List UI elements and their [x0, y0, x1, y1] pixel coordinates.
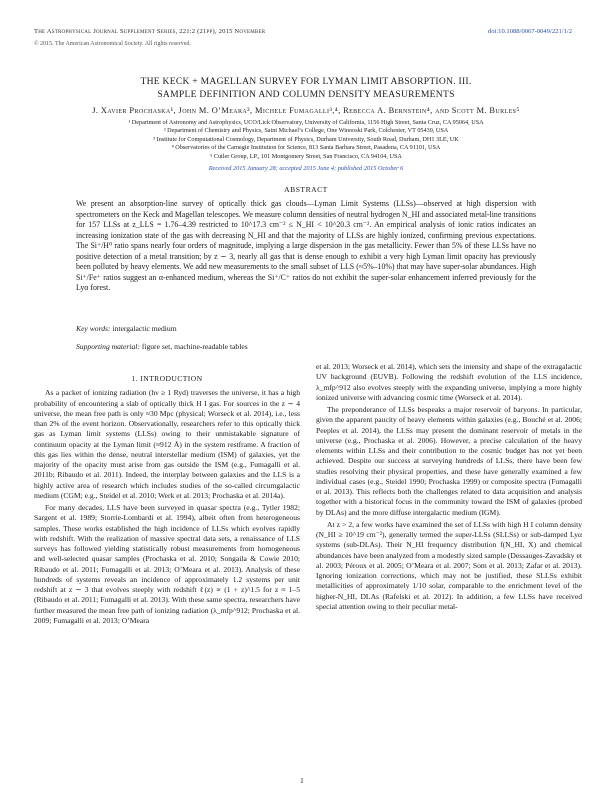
abstract-text: We present an absorption-line survey of optically thick gas clouds—Lyman Limit Systems (LLSs)—observed at high dispersion with spectrometers on the Keck and Magellan telescopes. We measure column densities of neutral hydrogen N_HI and associated metal-line transitions for 157 LLSs at z_LLS = 1.76–4.39 restricted to 10^17.3 cm⁻² ≤ N_HI < 10^20.3 cm⁻². An empirical analysis of ionic ratios indicates an increasing ionization state of the gas with decreasing N_HI and that the majority of LLSs are highly ionized, confirming previous expectations. The Si⁺/H⁰ ratio spans nearly four orders of magnitude, implying a large dispersion in the gas metallicity. Fewer than 5% of these LLSs have no positive detection of a metal transition; by z ∼ 3, nearly all gas that is dense enough to exhibit a very high Lyman limit opacity has previously been polluted by heavy elements. We add new measurements to the small subset of LLS (≈5%–10%) that may have super-solar abundances. High Si⁺/Fe⁺ ratios suggest an α-enhanced medium, whereas the Si⁺/C⁺ ratios do not exhibit the super-solar enhancement inferred previously for the Lyα forest. [76, 199, 536, 293]
affiliation: ¹ Department of Astronomy and Astrophysics, UCO/Lick Observatory, University of California, 1156 High Street, Santa Cruz, CA 95064, USA [128, 119, 484, 126]
paper-title [34, 76, 578, 101]
supporting-label: Supporting material: [76, 342, 140, 351]
supporting-value[interactable]: figure set, machine-readable tables [141, 342, 248, 351]
affiliation: ⁵ Cutler Group, LP., 101 Montgomery Street, San Francisco, CA 94104, USA [210, 152, 402, 160]
section-heading: 1. INTRODUCTION [131, 374, 203, 383]
title-line-2: SAMPLE DEFINITION AND COLUMN DENSITY MEASUREMENTS [157, 88, 455, 100]
paragraph: At z > 2, a few works have examined the set of LLSs with high H I column density (N_HI ≥ 10^19 cm⁻²), generally termed the super-LLSs (SLLSs) or sub-damped Lyα systems (sub-DLAs). Their N_HI frequency distribution f(N_HI, X) and chemical abundances have been analyzed from a modestly sized sample (Dessauges-Zavadsky et al. 2003; Péroux et al. 2005; O’Meara et al. 2007; Som et al. 2013; Zafar et al. 2013). Ignoring ionization corrections, which may not be justified, these SLLSs exhibit metallicities of approximately 1/10 solar, comparable to the enrichment level of the higher-N_HI, DLAs (Rafelski et al. 2012). In addition, a few LLSs have received special attention owing to their peculiar metal- [316, 519, 582, 611]
keywords [76, 324, 536, 333]
left-column [34, 374, 300, 628]
paragraph: et al. 2013; Worseck et al. 2014), which sets the intensity and shape of the extragalactic UV background (EUVB). Following the redshift evolution of the LLS incidence, λ_mfp^912 also evolves steeply with the expanding universe, implying a more highly ionized universe with advancing cosmic time (Worseck et al. 2014). [316, 362, 582, 402]
paragraph: The preponderance of LLSs bespeaks a major reservoir of baryons. In particular, given the apparent paucity of heavy elements within galaxies (e.g., Bouché et al. 2006; Peeples et al. 2014), the LLSs may present the dominant reservoir of metals in the universe (e.g., Prochaska et al. 2006). However, a precise calculation of the heavy elements within LLSs and their contribution to the cosmic budget has not yet been achieved. Despite our success at surveying hundreds of LLSs, there have been few studies resolving their physical properties, and these have generally examined a few individual cases (e.g., Steidel 1990; Prochaska 1999) or composite spectra (Fumagalli et al. 2013). This reflects both the challenges related to data acquisition and analysis together with a historical focus in the community toward the ISM of galaxies (probed by DLAs) and the more diffuse intergalactic medium (IGM). [316, 405, 582, 517]
affiliations [34, 119, 578, 161]
publication-dates: Received 2015 January 28; accepted 2015 June 4; published 2015 October 6 [208, 165, 404, 172]
paragraph: As a packet of ionizing radiation (hν ≥ 1 Ryd) traverses the universe, it has a high probability of encountering a slab of optically thick H I gas. For sources in the z ∼ 4 universe, the mean free path is only ≈30 Mpc (physical; Worseck et al. 2014), i.e., less than 2% of the event horizon. Observationally, researchers refer to this optically thick gas as Lyman limit systems (LLSs) owing to their unmistakable signature of continuum opacity at the Lyman limit (≈912 Å) in the system restframe. A fraction of this gas lies within the dense, neutral interstellar medium (ISM) of galaxies, yet the majority of the opacity must arise from gas outside the ISM (e.g., Fumagalli et al. 2011b; Ribaudo et al. 2011). Indeed, the interplay between galaxies and the LLS is a highly active area of research which includes studies of the so-called circumgalactic medium (CGM; e.g., Steidel et al. 2010; Werk et al. 2013; Prochaska et al. 2014a). [34, 388, 300, 500]
affiliation: ⁴ Observatories of the Carnegie Institution for Science, 813 Santa Barbara Street, Pasadena, CA 91101, USA [171, 144, 441, 152]
affiliation: ³ Institute for Computational Cosmology, Department of Physics, Durham University, South Road, Durham, DH1 3LE, UK [153, 135, 459, 143]
paragraph: For many decades, LLS have been surveyed in quasar spectra (e.g., Tytler 1982; Sargent et al. 1989; Storrie-Lombardi et al. 1994), albeit often from heterogeneous samples. These works established the high incidence of LLSs which evolves rapidly with redshift. With the realization of massive spectral data sets, a renaissance of LLS surveys has followed yielding statistically robust measurements from homogeneous and well-selected quasar samples (Prochaska et al. 2010; Songaila & Cowie 2010; Ribaudo et al. 2011; Fumagalli et al. 2013; O’Meara et al. 2013). Analysis of these hundreds of systems reveals an incidence of approximately 1.2 systems per unit redshift at z ∼ 3 that evolves steeply with redshift ℓ(z) ∝ (1 + z)^1.5 for z ≈ 1–5 (Ribaudo et al. 2011; Fumagalli et al. 2013). With these same spectra, researchers have further measured the mean free path of ionizing radiation (λ_mfp^912; Prochaska et al. 2009; Fumagalli et al. 2013; O’Meara [34, 503, 300, 625]
supporting-material [76, 342, 536, 351]
doi-link[interactable]: doi:10.1088/0067-0049/221/1/2 [487, 28, 572, 35]
abstract-heading: ABSTRACT [284, 185, 328, 194]
author-list: J. Xavier Prochaska¹, John M. O’Meara², Michele Fumagalli³,⁴, Rebecca A. Bernstein⁴, and Scott M. Burles⁵ [92, 106, 520, 115]
title-line-1: THE KECK + MAGELLAN SURVEY FOR LYMAN LIMIT ABSORPTION. III. [140, 76, 472, 87]
right-column [316, 362, 582, 614]
keywords-value[interactable]: intergalactic medium [112, 324, 177, 333]
copyright-notice: © 2015. The American Astronomical Society. All rights reserved. [34, 41, 191, 47]
page-number: 1 [300, 776, 304, 785]
keywords-label: Key words: [76, 324, 111, 333]
affiliation: ² Department of Chemistry and Physics, Saint Michael’s College, One Winooski Park, Colchester, VT 05439, USA [163, 127, 449, 135]
journal-header: The Astrophysical Journal Supplement Series, 221:2 (21pp), 2015 November [34, 28, 266, 35]
abstract-body [76, 199, 536, 294]
